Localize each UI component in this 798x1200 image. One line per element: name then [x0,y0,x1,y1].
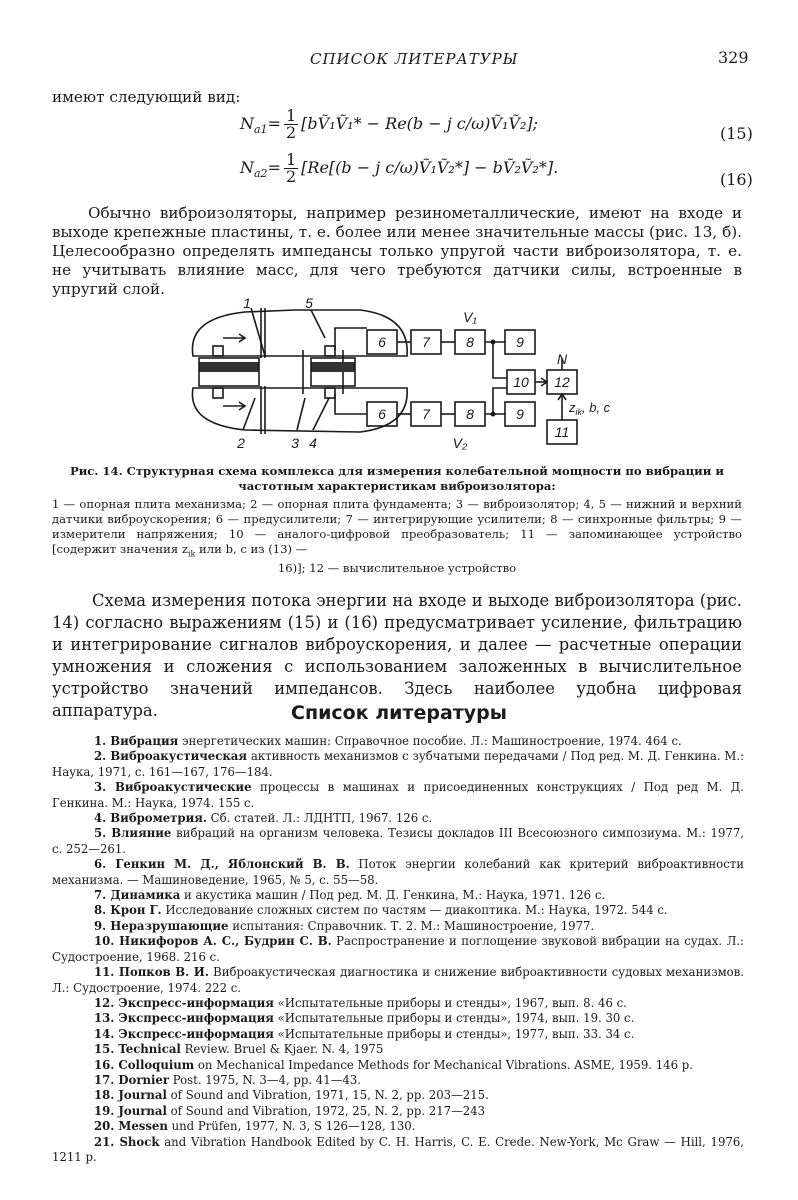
equation-15-number: (15) [720,124,753,143]
reference-item [52,934,744,965]
reference-item [52,1011,744,1026]
reference-head: 1. Вибрация [94,734,179,748]
label-z: $z_{ik}$, b, c [569,400,611,417]
equation-15: $N_{a1}=$ $\frac{1}{2}$ [bṼ₁Ṽ₁* − Re(b − j c/ω)Ṽ₁Ṽ₂]; [240,106,538,142]
reference-item [52,903,744,918]
reference-head: 15. Technical [94,1042,181,1057]
reference-tail: and Vibration Handbook Edited by C. H. Harris, C. E. Crede. New-York, Mc Graw — Hill, 1976, 1211 p. [52,1134,744,1164]
reference-tail: Распространение и поглощение звуковой вибрации на судах. Л.: Судостроение, 1968. 216 с. [52,934,744,964]
label-v2: V₂ [452,435,468,451]
reference-item [52,888,744,903]
reference-head: 16. Colloquium [94,1057,195,1072]
references-title: Список литературы [291,702,507,724]
label-2: 2 [237,435,245,451]
caption-legend: 1 — опорная плита механизма; 2 — опорная плита фундамента; 3 — виброизолятор; 4, 5 — нижний и верхний датчики виброускорения; 6 — предусилители; 7 — интегрирующие усилители; 8 — синхронные фильтры; 9 — измерители напряжения; 10 — аналого-цифровой преобразователь; 11 — запоминающее устройство [содержит значения $z_{ik}$ или b, c из (13) — [52,497,742,559]
reference-item [52,996,744,1011]
mechanism-plate [192,310,407,356]
reference-item [52,1119,744,1134]
label-5: 5 [305,298,313,311]
sensor-5 [325,346,335,356]
reference-item [52,1042,744,1057]
reference-tail: вибраций на организм человека. Тезисы докладов III Всесоюзного симпозиума. М.: 1977, с. 252—261. [52,826,744,856]
reference-head: 9. Неразрушающие [94,918,229,933]
block-12-label: 12 [554,374,570,390]
equation-16-number: (16) [720,170,753,189]
label-v1: V₁ [463,309,477,325]
isolator-right [311,362,355,372]
paragraph-1: Обычно виброизоляторы, например резинометаллические, имеют на входе и выходе крепежные пластины, т. е. более или менее значительные массы (рис. 13, б). Целесообразно определять импедансы только упругой части виброизолятора, т. е. не учитывать влияние масс, для чего требуются датчики силы, встроенные в упругий слой. [52,204,742,298]
reference-head: 4. Виброметрия. [94,811,207,826]
reference-tail: Review. Bruel & Kjaer. N. 4, 1975 [180,1042,384,1057]
reference-tail: Виброакустическая диагностика и снижение виброактивности судовых механизмов. Л.: Судостроение, 1974. 222 с. [52,965,745,995]
page-number: 329 [718,48,749,67]
reference-item [52,1058,744,1073]
reference-item [52,919,744,934]
reference-item [52,734,744,749]
reference-head: 2. Виброакустическая [94,749,247,764]
block-6-top-label: 6 [378,334,386,350]
reference-tail: и акустика машин / Под ред. М. Д. Генкина, М.: Наука, 1971. 126 с. [180,888,606,903]
figure-caption [52,464,742,576]
reference-head: 18. Journal [94,1088,167,1103]
reference-item [52,1027,744,1042]
reference-item [52,1073,744,1088]
block-8-top-label: 8 [466,334,474,350]
reference-tail: Сб. статей. Л.: ЛДНТП, 1967. 126 с. [206,811,433,826]
block-7-bottom-label: 7 [422,406,430,422]
reference-tail: активность механизмов с зубчатыми передачами / Под ред. М. Д. Генкина. М.: Наука, 1971, с. 161—167, 176—184. [52,749,745,779]
label-4: 4 [309,435,317,451]
reference-head: 10. Никифоров А. С., Будрин С. В. [94,934,332,949]
reference-tail: процессы в машинах и присоединенных конструкциях / Под ред М. Д. Генкина. М.: Наука, 1974. 155 с. [52,780,744,810]
reference-item [52,780,744,811]
equation-16: $N_{a2}=$ $\frac{1}{2}$ [Re[(b − j c/ω)Ṽ₁Ṽ₂*] − bṼ₂Ṽ₂*]. [240,150,559,186]
reference-item [52,826,744,857]
reference-item [52,1088,744,1103]
caption-title: Рис. 14. Структурная схема комплекса для измерения колебательной мощности по вибрации и частотным характеристикам виброизолятора: [69,464,725,493]
reference-head: 19. Journal [94,1103,167,1118]
reference-head: 11. Попков В. И. [94,965,209,980]
structural-diagram [185,298,625,458]
reference-tail: on Mechanical Impedance Methods for Mechanical Vibrations. ASME, 1959. 146 p. [194,1057,693,1072]
reference-head: 14. Экспресс-информация [94,1026,274,1041]
reference-head: 3. Виброакустические [94,780,252,795]
block-6-bottom-label: 6 [378,406,386,422]
equation-16-body: [Re[(b − j c/ω)Ṽ₁Ṽ₂*] − bṼ₂Ṽ₂*]. [301,158,559,177]
label-n: N [556,351,568,367]
reference-head: 7. Динамика [94,888,181,903]
reference-item [52,1135,744,1166]
block-8-bottom-label: 8 [466,406,474,422]
reference-item [52,1104,744,1119]
block-9-bottom-label: 9 [516,406,524,422]
reference-tail: und Prüfen, 1977, N. 3, S 126—128, 130. [167,1119,416,1134]
reference-head: 17. Dornier [94,1072,170,1087]
running-header: СПИСОК ЛИТЕРАТУРЫ [310,50,519,68]
reference-item [52,965,744,996]
reference-tail: Исследование сложных систем по частям — диакоптика. М.: Наука, 1972. 544 с. [161,903,668,918]
reference-tail: of Sound and Vibration, 1972, 25, N. 2, pp. 217—243 [166,1103,486,1118]
reference-head: 20. Messen [94,1119,168,1134]
reference-tail: «Испытательные приборы и стенды», 1977, вып. 33. 34 с. [273,1026,635,1041]
reference-tail: Поток энергии колебаний как критерий виброактивности механизма. — Машиноведение, 1965, № 5, с. 55—58. [52,857,744,887]
reference-item [52,749,744,780]
reference-tail: энергетических машин: Справочное пособие. Л.: Машиностроение, 1974. 464 с. [178,734,682,748]
reference-head: 8. Крон Г. [94,903,162,918]
lead-text: имеют следующий вид: [52,88,241,106]
reference-head: 6. Генкин М. Д., Яблонский В. В. [94,857,350,872]
reference-tail: «Испытательные приборы и стенды», 1967, вып. 8. 46 с. [273,995,627,1010]
reference-head: 13. Экспресс-информация [94,1011,274,1026]
block-7-top-label: 7 [422,334,430,350]
reference-item [52,811,744,826]
reference-tail: Post. 1975, N. 3—4, pp. 41—43. [169,1072,361,1087]
reference-item [52,857,744,888]
label-3: 3 [291,435,299,451]
paragraph-2: Схема измерения потока энергии на входе и выходе виброизолятора (рис. 14) согласно выражениям (15) и (16) предусматривает усиление, фильтрацию и интегрирование сигналов виброускорения, и далее — расчетные операции умножения и сложения с использованием заложенных в вычислительное устройство значений импедансов. Здесь наиболее удобна цифровая аппаратура. [52,591,742,720]
block-10-label: 10 [513,374,529,390]
references-list [52,734,744,1165]
caption-legend-end: 16)]; 12 — вычислительное устройство [277,561,517,576]
block-11-label: 11 [554,424,570,440]
reference-tail: «Испытательные приборы и стенды», 1974, вып. 19. 30 с. [273,1011,635,1026]
block-9-top-label: 9 [516,334,524,350]
sensor-4 [325,388,335,398]
reference-tail: испытания: Справочник. Т. 2. М.: Машиностроение, 1977. [228,918,595,933]
isolator-left [199,362,259,372]
reference-head: 5. Влияние [94,826,172,841]
label-1: 1 [243,298,251,311]
reference-head: 12. Экспресс-информация [94,995,274,1010]
equation-15-body: [bṼ₁Ṽ₁* − Re(b − j c/ω)Ṽ₁Ṽ₂]; [301,114,538,133]
reference-head: 21. Shock [94,1134,160,1149]
reference-tail: of Sound and Vibration, 1971, 15, N. 2, pp. 203—215. [166,1088,489,1103]
